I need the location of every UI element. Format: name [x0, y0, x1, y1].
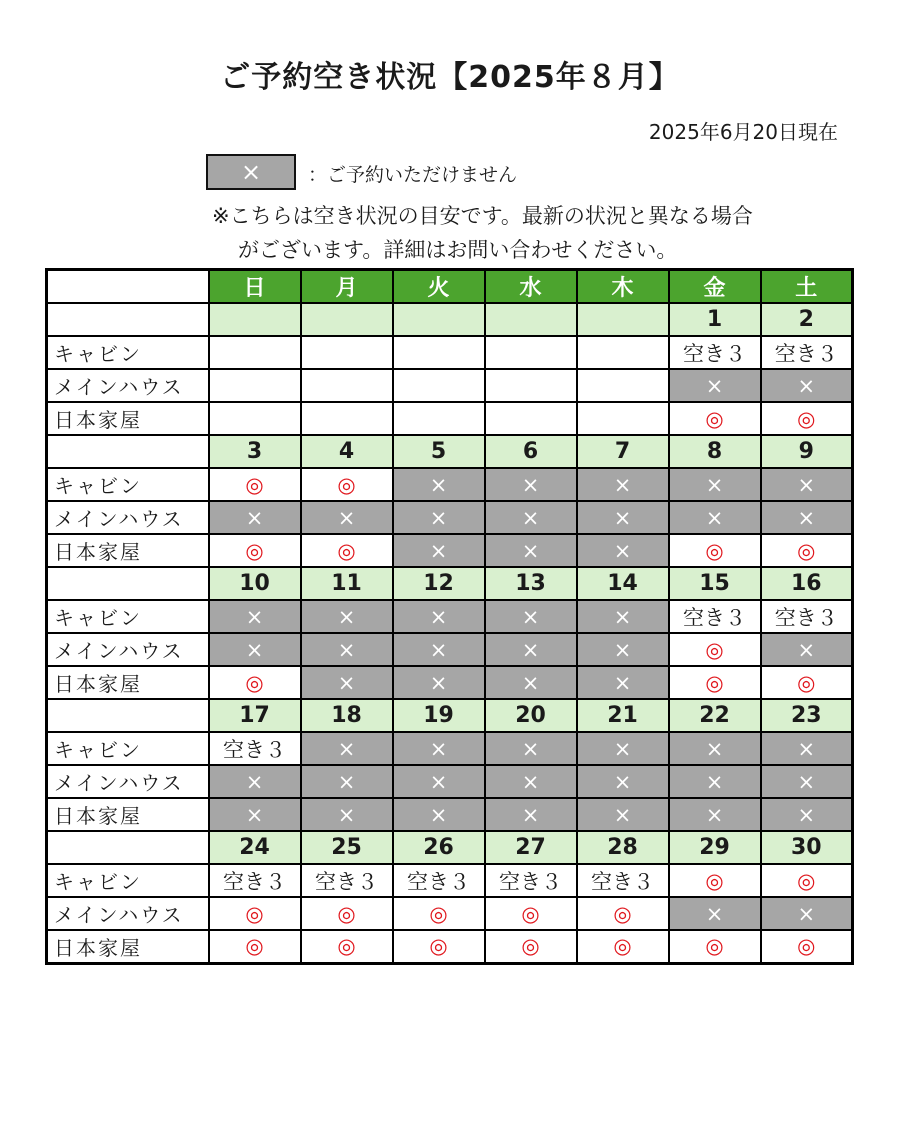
available-cell: ◎ [669, 633, 761, 666]
available-cell: ◎ [209, 534, 301, 567]
unavailable-cell: × [669, 732, 761, 765]
weekday-cell-2: 火 [393, 270, 485, 304]
room-row [47, 369, 853, 402]
unavailable-cell: × [761, 501, 853, 534]
weekday-cell-6: 土 [761, 270, 853, 304]
page-title: ご予約空き状況【2025年８月】 [220, 60, 680, 95]
room-row [47, 402, 853, 435]
room-row [47, 633, 853, 666]
unavailable-cell: × [301, 501, 393, 534]
unavailable-cell: × [209, 765, 301, 798]
date-cell: 22 [669, 699, 761, 732]
room-type-label: キャビン [47, 864, 209, 897]
unavailable-cell: × [485, 600, 577, 633]
availability-calendar [45, 268, 854, 965]
unavailable-cell: × [761, 369, 853, 402]
date-cell: 20 [485, 699, 577, 732]
date-row-label [47, 435, 209, 468]
date-cell [209, 303, 301, 336]
date-cell: 26 [393, 831, 485, 864]
date-row-label [47, 699, 209, 732]
available-cell: ◎ [209, 897, 301, 930]
legend-unavailable-swatch: × [206, 154, 296, 190]
unavailable-cell: × [393, 600, 485, 633]
available-cell: ◎ [209, 666, 301, 699]
date-cell: 15 [669, 567, 761, 600]
unavailable-cell: × [485, 666, 577, 699]
unavailable-cell: × [669, 468, 761, 501]
disclaimer-note [212, 199, 753, 267]
date-row [47, 567, 853, 600]
empty-cell [301, 402, 393, 435]
date-cell: 27 [485, 831, 577, 864]
disclaimer-line-2: がございます。詳細はお問い合わせください。 [238, 238, 678, 262]
room-type-label: メインハウス [47, 369, 209, 402]
unavailable-cell: × [301, 798, 393, 831]
date-row-label [47, 831, 209, 864]
unavailable-cell: × [761, 765, 853, 798]
unavailable-cell: × [209, 633, 301, 666]
room-type-label: 日本家屋 [47, 930, 209, 963]
room-type-label: キャビン [47, 732, 209, 765]
vacancy-count-cell: 空き３ [301, 864, 393, 897]
vacancy-count-cell: 空き３ [209, 732, 301, 765]
date-cell: 9 [761, 435, 853, 468]
available-cell: ◎ [761, 534, 853, 567]
unavailable-cell: × [669, 765, 761, 798]
unavailable-cell: × [577, 501, 669, 534]
empty-cell [485, 402, 577, 435]
available-cell: ◎ [761, 930, 853, 963]
date-cell: 1 [669, 303, 761, 336]
as-of-date: 2025年6月20日現在 [648, 120, 838, 144]
room-row [47, 897, 853, 930]
empty-cell [393, 369, 485, 402]
date-row [47, 303, 853, 336]
empty-cell [301, 369, 393, 402]
available-cell: ◎ [761, 666, 853, 699]
empty-cell [393, 402, 485, 435]
unavailable-cell: × [393, 798, 485, 831]
room-type-label: メインハウス [47, 501, 209, 534]
empty-cell [577, 369, 669, 402]
unavailable-cell: × [209, 501, 301, 534]
unavailable-cell: × [577, 534, 669, 567]
room-row [47, 798, 853, 831]
unavailable-cell: × [393, 468, 485, 501]
unavailable-cell: × [761, 468, 853, 501]
available-cell: ◎ [761, 864, 853, 897]
date-cell: 23 [761, 699, 853, 732]
empty-cell [577, 402, 669, 435]
date-cell: 19 [393, 699, 485, 732]
room-row [47, 930, 853, 963]
unavailable-cell: × [393, 534, 485, 567]
unavailable-cell: × [577, 468, 669, 501]
room-type-label: 日本家屋 [47, 402, 209, 435]
date-row-label [47, 303, 209, 336]
unavailable-cell: × [301, 600, 393, 633]
vacancy-count-cell: 空き３ [393, 864, 485, 897]
available-cell: ◎ [577, 897, 669, 930]
unavailable-cell: × [577, 633, 669, 666]
date-row [47, 699, 853, 732]
room-row [47, 501, 853, 534]
weekday-cell-5: 金 [669, 270, 761, 304]
date-cell: 10 [209, 567, 301, 600]
available-cell: ◎ [393, 930, 485, 963]
available-cell: ◎ [669, 930, 761, 963]
date-row [47, 831, 853, 864]
vacancy-count-cell: 空き３ [669, 600, 761, 633]
unavailable-cell: × [669, 798, 761, 831]
room-row [47, 534, 853, 567]
unavailable-cell: × [209, 798, 301, 831]
vacancy-count-cell: 空き３ [485, 864, 577, 897]
unavailable-cell: × [577, 600, 669, 633]
room-row [47, 765, 853, 798]
date-cell [577, 303, 669, 336]
available-cell: ◎ [301, 468, 393, 501]
date-cell: 6 [485, 435, 577, 468]
room-row [47, 732, 853, 765]
unavailable-cell: × [485, 798, 577, 831]
unavailable-cell: × [393, 765, 485, 798]
room-type-label: 日本家屋 [47, 798, 209, 831]
room-type-label: キャビン [47, 468, 209, 501]
unavailable-cell: × [577, 765, 669, 798]
unavailable-cell: × [485, 501, 577, 534]
weekday-cell-4: 木 [577, 270, 669, 304]
available-cell: ◎ [393, 897, 485, 930]
vacancy-count-cell: 空き３ [761, 600, 853, 633]
date-cell: 14 [577, 567, 669, 600]
unavailable-cell: × [393, 501, 485, 534]
room-type-label: メインハウス [47, 897, 209, 930]
weekday-header-row [47, 270, 853, 304]
date-cell: 11 [301, 567, 393, 600]
empty-cell [485, 336, 577, 369]
room-row [47, 864, 853, 897]
date-cell: 30 [761, 831, 853, 864]
corner-cell [47, 270, 209, 304]
date-cell: 28 [577, 831, 669, 864]
date-cell: 3 [209, 435, 301, 468]
unavailable-cell: × [761, 732, 853, 765]
unavailable-cell: × [761, 897, 853, 930]
empty-cell [485, 369, 577, 402]
room-row [47, 600, 853, 633]
date-cell: 16 [761, 567, 853, 600]
available-cell: ◎ [761, 402, 853, 435]
available-cell: ◎ [485, 897, 577, 930]
room-row [47, 666, 853, 699]
empty-cell [301, 336, 393, 369]
date-cell: 17 [209, 699, 301, 732]
unavailable-cell: × [301, 732, 393, 765]
unavailable-cell: × [669, 369, 761, 402]
room-type-label: メインハウス [47, 633, 209, 666]
available-cell: ◎ [301, 897, 393, 930]
unavailable-cell: × [485, 765, 577, 798]
date-cell: 29 [669, 831, 761, 864]
unavailable-cell: × [393, 633, 485, 666]
unavailable-cell: × [485, 732, 577, 765]
vacancy-count-cell: 空き３ [669, 336, 761, 369]
empty-cell [209, 402, 301, 435]
unavailable-cell: × [301, 633, 393, 666]
unavailable-cell: × [761, 798, 853, 831]
date-cell [393, 303, 485, 336]
room-row [47, 336, 853, 369]
available-cell: ◎ [669, 666, 761, 699]
unavailable-cell: × [669, 897, 761, 930]
weekday-cell-0: 日 [209, 270, 301, 304]
date-cell: 7 [577, 435, 669, 468]
date-cell: 5 [393, 435, 485, 468]
unavailable-cell: × [301, 765, 393, 798]
date-cell [485, 303, 577, 336]
unavailable-cell: × [301, 666, 393, 699]
date-row-label [47, 567, 209, 600]
room-type-label: キャビン [47, 336, 209, 369]
vacancy-count-cell: 空き３ [761, 336, 853, 369]
unavailable-cell: × [761, 633, 853, 666]
vacancy-count-cell: 空き３ [577, 864, 669, 897]
room-type-label: 日本家屋 [47, 666, 209, 699]
available-cell: ◎ [301, 930, 393, 963]
unavailable-cell: × [393, 666, 485, 699]
available-cell: ◎ [209, 930, 301, 963]
room-type-label: キャビン [47, 600, 209, 633]
date-cell: 21 [577, 699, 669, 732]
date-cell: 4 [301, 435, 393, 468]
unavailable-cell: × [577, 732, 669, 765]
unavailable-cell: × [485, 468, 577, 501]
date-cell: 18 [301, 699, 393, 732]
unavailable-cell: × [577, 666, 669, 699]
unavailable-cell: × [485, 534, 577, 567]
date-cell [301, 303, 393, 336]
date-cell: 24 [209, 831, 301, 864]
room-type-label: 日本家屋 [47, 534, 209, 567]
available-cell: ◎ [301, 534, 393, 567]
empty-cell [577, 336, 669, 369]
weekday-cell-1: 月 [301, 270, 393, 304]
weekday-cell-3: 水 [485, 270, 577, 304]
unavailable-cell: × [393, 732, 485, 765]
empty-cell [209, 369, 301, 402]
date-cell: 13 [485, 567, 577, 600]
available-cell: ◎ [669, 534, 761, 567]
available-cell: ◎ [485, 930, 577, 963]
empty-cell [393, 336, 485, 369]
legend-unavailable-label: ：ご予約いただけません [308, 164, 518, 186]
disclaimer-line-1: ※こちらは空き状況の目安です。最新の状況と異なる場合 [212, 204, 753, 228]
room-type-label: メインハウス [47, 765, 209, 798]
date-cell: 8 [669, 435, 761, 468]
available-cell: ◎ [669, 402, 761, 435]
available-cell: ◎ [669, 864, 761, 897]
unavailable-cell: × [577, 798, 669, 831]
unavailable-cell: × [209, 600, 301, 633]
unavailable-cell: × [669, 501, 761, 534]
empty-cell [209, 336, 301, 369]
date-cell: 12 [393, 567, 485, 600]
date-row [47, 435, 853, 468]
unavailable-cell: × [485, 633, 577, 666]
date-cell: 2 [761, 303, 853, 336]
vacancy-count-cell: 空き３ [209, 864, 301, 897]
available-cell: ◎ [577, 930, 669, 963]
date-cell: 25 [301, 831, 393, 864]
room-row [47, 468, 853, 501]
available-cell: ◎ [209, 468, 301, 501]
